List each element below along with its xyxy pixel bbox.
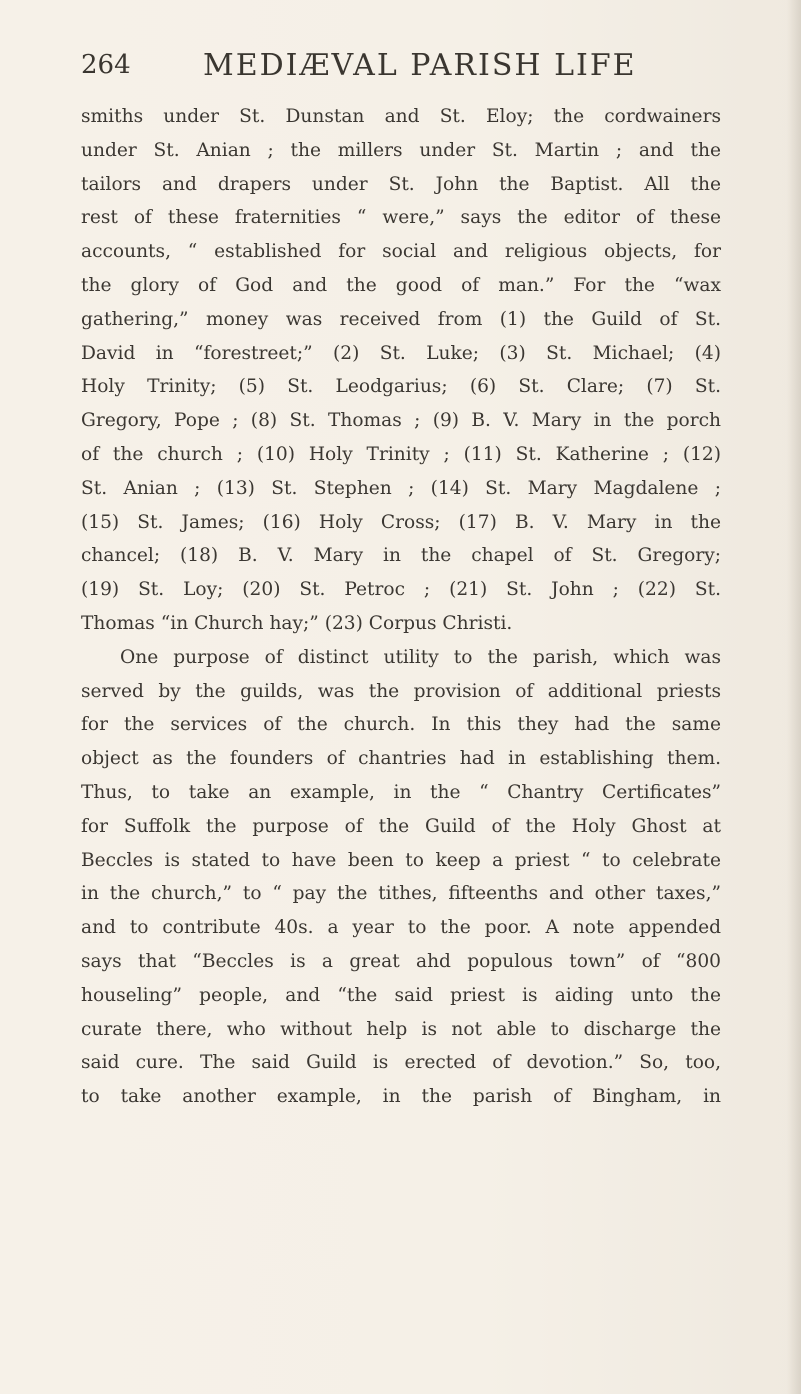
paragraph-start-line: One purpose of distinct utility to the parish, which was <box>120 646 721 668</box>
text-line: curate there, who without help is not able to discharge the <box>81 1018 721 1040</box>
text-line: under St. Anian ; the millers under St. Martin ; and the <box>81 139 721 161</box>
text-line: says that “Beccles is a great ahd populous town” of “800 <box>81 950 721 972</box>
paragraph-end-line: Thomas “in Church hay;” (23) Corpus Christi. <box>81 612 513 634</box>
text-line: St. Anian ; (13) St. Stephen ; (14) St. Mary Magdalene ; <box>81 477 721 499</box>
text-line: David in “forestreet;” (2) St. Luke; (3) St. Michael; (4) <box>81 342 721 364</box>
text-line: the glory of God and the good of man.” For the “wax <box>81 274 721 296</box>
text-line: and to contribute 40s. a year to the poor. A note appended <box>81 917 721 939</box>
text-line: Holy Trinity; (5) St. Leodgarius; (6) St. Clare; (7) St. <box>81 376 721 398</box>
text-line: of the church ; (10) Holy Trinity ; (11) St. Katherine ; (12) <box>81 443 721 465</box>
text-line: Gregory, Pope ; (8) St. Thomas ; (9) B. V. Mary in the porch <box>81 410 721 432</box>
text-line: chancel; (18) B. V. Mary in the chapel of St. Gregory; <box>81 545 721 567</box>
text-line: (19) St. Loy; (20) St. Petroc ; (21) St. John ; (22) St. <box>81 579 721 601</box>
running-title: MEDIÆVAL PARISH LIFE <box>203 48 637 83</box>
body-text <box>81 100 721 1114</box>
text-line: Beccles is stated to have been to keep a priest “ to celebrate <box>81 849 721 871</box>
text-line: for the services of the church. In this they had the same <box>81 714 721 736</box>
text-line: in the church,” to “ pay the tithes, fifteenths and other taxes,” <box>81 883 721 905</box>
page-header <box>81 46 721 90</box>
text-line: object as the founders of chantries had in establishing them. <box>81 748 721 770</box>
text-line: said cure. The said Guild is erected of devotion.” So, too, <box>81 1052 721 1074</box>
text-line: rest of these fraternities “ were,” says the editor of these <box>81 207 721 229</box>
text-line: accounts, “ established for social and religious objects, for <box>81 241 721 263</box>
text-line: tailors and drapers under St. John the Baptist. All the <box>81 173 721 195</box>
page-edge-shadow <box>787 0 801 1394</box>
text-line: gathering,” money was received from (1) the Guild of St. <box>81 308 721 330</box>
text-line: to take another example, in the parish of Bingham, in <box>81 1086 721 1108</box>
text-line: houseling” people, and “the said priest is aiding unto the <box>81 984 721 1006</box>
text-line: Thus, to take an example, in the “ Chantry Certificates” <box>81 781 721 803</box>
text-line: served by the guilds, was the provision of additional priests <box>81 680 721 702</box>
text-line: smiths under St. Dunstan and St. Eloy; the cordwainers <box>81 106 721 127</box>
page-number: 264 <box>81 50 131 80</box>
text-line: for Suffolk the purpose of the Guild of the Holy Ghost at <box>81 815 721 837</box>
text-line: (15) St. James; (16) Holy Cross; (17) B. V. Mary in the <box>81 511 721 533</box>
